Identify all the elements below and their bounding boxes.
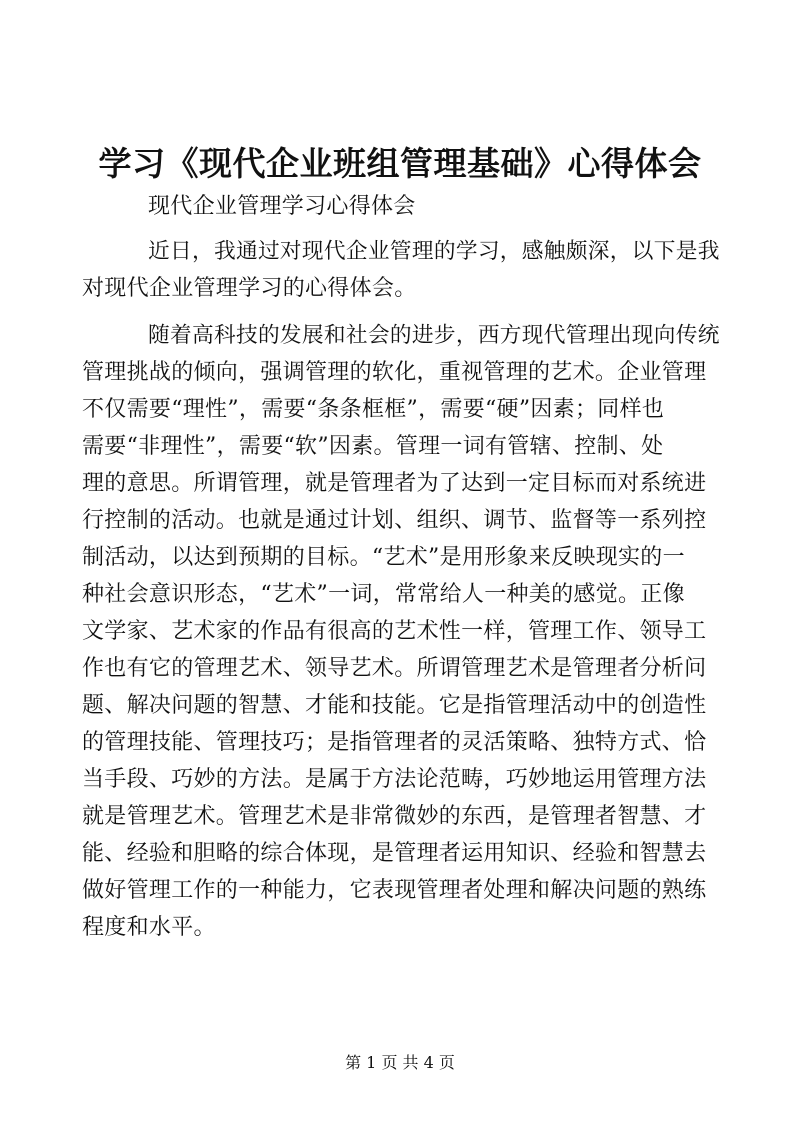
paragraph-2-line: 程度和水平。 xyxy=(82,915,216,940)
subtitle: 现代企业管理学习心得体会 xyxy=(148,194,416,219)
paragraph-1-line: 对现代企业管理学习的心得体会。 xyxy=(82,276,417,301)
paragraph-2-line: 文学家、艺术家的作品有很高的艺术性一样，管理工作、领导工 xyxy=(82,619,707,644)
paragraph-2-line: 就是管理艺术。管理艺术是非常微妙的东西，是管理者智慧、才 xyxy=(82,804,707,829)
paragraph-2-line: 理的意思。所谓管理，就是管理者为了达到一定目标而对系统进 xyxy=(82,471,707,496)
paragraph-2-line: 做好管理工作的一种能力，它表现管理者处理和解决问题的熟练 xyxy=(82,878,707,903)
paragraph-2-line: 管理挑战的倾向，强调管理的软化，重视管理的艺术。企业管理 xyxy=(82,360,707,385)
paragraph-2-line: 题、解决问题的智慧、才能和技能。它是指管理活动中的创造性 xyxy=(82,693,707,718)
paragraph-2-line: 制活动，以达到预期的目标。“艺术”是用形象来反映现实的一 xyxy=(82,545,685,570)
page-title: 学习《现代企业班组管理基础》心得体会 xyxy=(98,144,702,183)
paragraph-2-line: 种社会意识形态，“艺术”一词，常常给人一种美的感觉。正像 xyxy=(82,582,685,607)
paragraph-2-line: 能、经验和胆略的综合体现，是管理者运用知识、经验和智慧去 xyxy=(82,841,707,866)
paragraph-2-line: 行控制的活动。也就是通过计划、组织、调节、监督等一系列控 xyxy=(82,508,707,533)
paragraph-2-line: 的管理技能、管理技巧；是指管理者的灵活策略、独特方式、恰 xyxy=(82,730,707,755)
paragraph-1-line: 近日，我通过对现代企业管理的学习，感触颇深，以下是我 xyxy=(148,239,720,264)
paragraph-2-line: 不仅需要“理性”，需要“条条框框”，需要“硬”因素；同样也 xyxy=(82,397,665,422)
paragraph-2-line: 当手段、巧妙的方法。是属于方法论范畴，巧妙地运用管理方法 xyxy=(82,767,707,792)
paragraph-2-line: 随着高科技的发展和社会的进步，西方现代管理出现向传统 xyxy=(148,323,720,348)
paragraph-2-line: 需要“非理性”，需要“软”因素。管理一词有管辖、控制、处 xyxy=(82,434,664,459)
paragraph-2-line: 作也有它的管理艺术、领导艺术。所谓管理艺术是管理者分析问 xyxy=(82,656,707,681)
page-number-footer: 第 1 页 共 4 页 xyxy=(345,1053,455,1072)
